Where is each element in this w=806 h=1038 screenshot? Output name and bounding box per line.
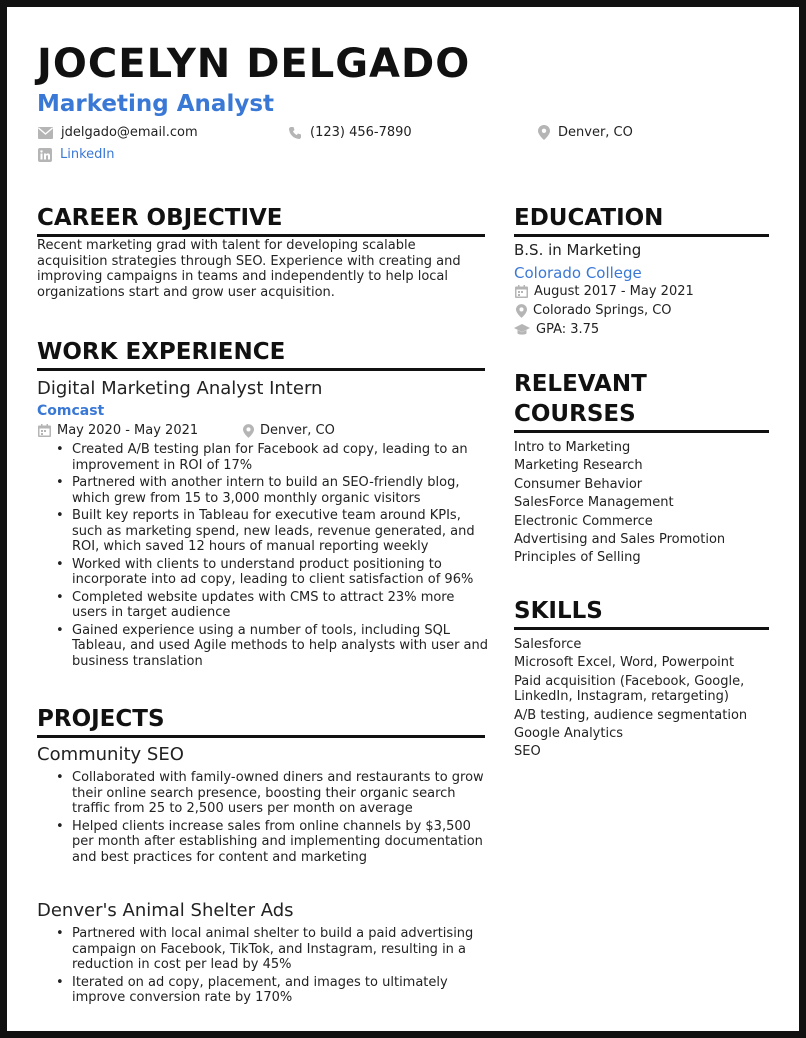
list-item: Electronic Commerce bbox=[514, 513, 653, 529]
phone-icon bbox=[288, 126, 302, 140]
project-bullets bbox=[37, 926, 489, 1008]
career-objective-heading: CAREER OBJECTIVE bbox=[37, 203, 485, 237]
graduation-cap-icon bbox=[514, 324, 530, 336]
list-item: Principles of Selling bbox=[514, 550, 641, 566]
list-item: Salesforce bbox=[514, 637, 582, 652]
list-item: • Partnered with another intern to build an SEO-friendly blog, which grew from 15 to 3,000 monthly organic visitors bbox=[72, 475, 489, 506]
projects-heading: PROJECTS bbox=[37, 704, 485, 738]
list-item: • Partnered with local animal shelter to build a paid advertising campaign on Facebook, TikTok, and Instagram, resulting in a reduction in cost per lead by 45% bbox=[72, 926, 489, 973]
phone-text: (123) 456-7890 bbox=[310, 125, 412, 140]
location-text: Denver, CO bbox=[558, 125, 633, 140]
list-item: • Created A/B testing plan for Facebook ad copy, leading to an improvement in ROI of 17% bbox=[72, 442, 489, 473]
degree: B.S. in Marketing bbox=[514, 241, 642, 259]
job-company: Comcast bbox=[37, 403, 105, 419]
skills-heading: SKILLS bbox=[514, 596, 769, 630]
education-gpa bbox=[514, 322, 599, 337]
job-location-text: Denver, CO bbox=[260, 423, 335, 438]
gpa-text: GPA: 3.75 bbox=[536, 322, 600, 337]
education-location-text: Colorado Springs, CO bbox=[533, 303, 672, 318]
skills-list bbox=[514, 637, 769, 763]
relevant-courses-heading-line1: RELEVANT bbox=[514, 371, 647, 397]
work-experience-heading: WORK EXPERIENCE bbox=[37, 337, 485, 371]
phone-contact bbox=[288, 125, 412, 140]
candidate-role: Marketing Analyst bbox=[37, 91, 275, 117]
list-item: Advertising and Sales Promotion bbox=[514, 532, 726, 548]
job-location bbox=[243, 423, 335, 438]
envelope-icon bbox=[38, 127, 53, 139]
calendar-icon bbox=[515, 285, 528, 298]
map-pin-icon bbox=[243, 424, 254, 438]
calendar-icon bbox=[38, 424, 51, 437]
list-item: Google Analytics bbox=[514, 726, 624, 742]
email-contact bbox=[38, 125, 198, 140]
education-heading: EDUCATION bbox=[514, 203, 769, 237]
school: Colorado College bbox=[514, 264, 642, 282]
candidate-name: JOCELYN DELGADO bbox=[37, 41, 471, 87]
list-item: Paid acquisition (Facebook, Google, LinkedIn, Instagram, retargeting) bbox=[514, 673, 745, 705]
list-item: • Helped clients increase sales from online channels by $3,500 per month after establishing and implementing documentation and best practices for content and marketing bbox=[72, 819, 489, 866]
list-item: SEO bbox=[514, 744, 541, 760]
project-title: Community SEO bbox=[37, 744, 184, 765]
list-item: Microsoft Excel, Word, Powerpoint bbox=[514, 655, 735, 671]
list-item: • Worked with clients to understand product positioning to incorporate into ad copy, leading to client satisfaction of 96% bbox=[72, 557, 489, 588]
list-item: Consumer Behavior bbox=[514, 476, 643, 492]
list-item: Intro to Marketing bbox=[514, 440, 631, 455]
list-item: • Completed website updates with CMS to attract 23% more users in target audience bbox=[72, 590, 489, 621]
courses-list bbox=[514, 439, 769, 568]
relevant-courses-heading bbox=[514, 369, 769, 433]
linkedin-link[interactable]: LinkedIn bbox=[60, 147, 115, 162]
job-title: Digital Marketing Analyst Intern bbox=[37, 378, 323, 399]
list-item: • Gained experience using a number of tools, including SQL Tableau, and used Agile methods to help analysts with user and business translation bbox=[72, 623, 489, 670]
education-dates bbox=[515, 284, 694, 299]
map-pin-icon bbox=[516, 304, 527, 318]
linkedin-contact[interactable] bbox=[38, 147, 114, 162]
list-item: A/B testing, audience segmentation bbox=[514, 707, 748, 723]
location-contact bbox=[538, 125, 633, 140]
list-item: • Iterated on ad copy, placement, and images to ultimately improve conversion rate by 170% bbox=[72, 975, 489, 1006]
list-item: • Collaborated with family-owned diners and restaurants to grow their online search presence, boosting their organic search traffic from 25 to 2,500 users per month on average bbox=[72, 770, 489, 817]
career-objective-text: Recent marketing grad with talent for developing scalable acquisition strategies through SEO. Experience with creating and improving campaigns in teams and independently to help local organizations start and grow user acquisition. bbox=[37, 238, 461, 300]
job-bullets bbox=[37, 442, 489, 671]
education-location bbox=[516, 303, 672, 318]
job-dates-text: May 2020 - May 2021 bbox=[57, 423, 199, 438]
project-title: Denver's Animal Shelter Ads bbox=[37, 900, 294, 921]
map-pin-icon bbox=[538, 125, 550, 140]
list-item: SalesForce Management bbox=[514, 495, 674, 511]
linkedin-icon bbox=[38, 148, 52, 162]
list-item: • Built key reports in Tableau for executive team around KPIs, such as marketing spend, new leads, revenue generated, and ROI, which saved 12 hours of manual reporting weekly bbox=[72, 508, 489, 555]
email-text[interactable]: jdelgado@email.com bbox=[61, 125, 198, 140]
list-item: Marketing Research bbox=[514, 458, 643, 474]
project-bullets bbox=[37, 770, 489, 867]
relevant-courses-heading-line2: COURSES bbox=[514, 401, 636, 427]
education-dates-text: August 2017 - May 2021 bbox=[534, 284, 694, 299]
job-dates bbox=[38, 423, 198, 438]
